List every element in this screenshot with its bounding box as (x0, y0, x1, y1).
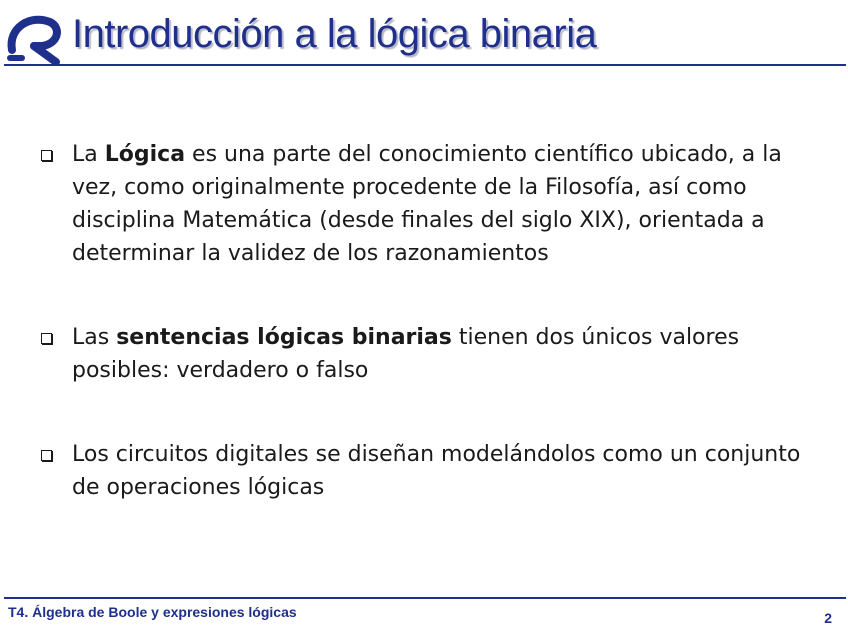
footer-divider (4, 597, 846, 599)
bullet-text-post: tienen dos únicos valores posibles: verdadero o falso (72, 325, 740, 383)
square-bullet-icon (41, 150, 52, 161)
page-title: Introducción a la lógica binaria (72, 12, 597, 56)
square-bullet-icon (41, 333, 52, 344)
logo-icon (4, 10, 62, 66)
bullet-text-pre: La (72, 142, 105, 167)
bullet-text-pre: Las (72, 325, 117, 350)
bullet-list (38, 138, 828, 504)
bullet-text-bold: sentencias lógicas binarias (116, 325, 452, 350)
footer-course-title: T4. Álgebra de Boole y expresiones lógicas (8, 604, 297, 620)
bullet-text-bold: Lógica (104, 142, 186, 167)
bullet-item-circuitos (38, 438, 828, 504)
title-divider (4, 64, 846, 66)
bullet-item-logica (38, 138, 828, 270)
bullet-item-sentencias (38, 321, 828, 387)
bullet-text-post: es una parte del conocimiento científico ubicado, a la vez, como originalmente procedente de la Filosofía, así como disciplina Matemática (desde finales del siglo XIX), orientada a determinar la validez de los razonamientos (72, 142, 782, 266)
bullet-text-pre: Los circuitos digitales se diseñan modelándolos como un conjunto de operaciones lógicas (72, 442, 801, 500)
square-bullet-icon (41, 450, 52, 461)
page-number: 2 (824, 610, 832, 626)
